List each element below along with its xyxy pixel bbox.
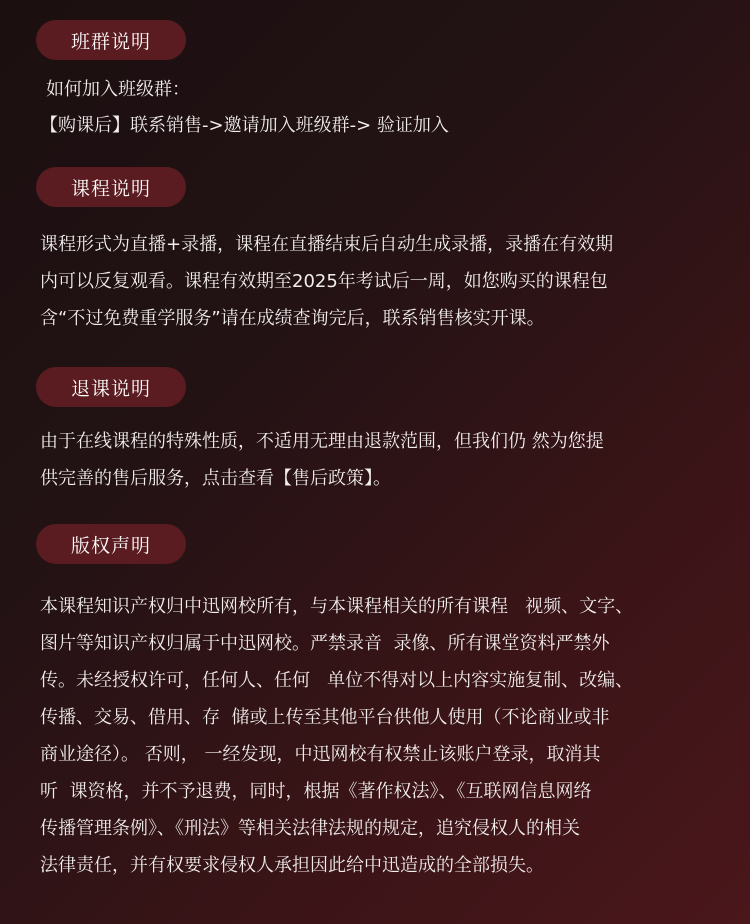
- copyright-description: [40, 588, 700, 884]
- section-title-copyright: 版权声明: [36, 524, 186, 564]
- copyright-line: 图片等知识产权归属于中迅网校。严禁录音 录像、所有课堂资料严禁外: [40, 633, 610, 654]
- copyright-line: 商业途径）。 否则， 一经发现，中迅网校有权禁止该账户登录，取消其: [40, 744, 601, 765]
- course-line: 内可以反复观看。课程有效期至2025年考试后一周，如您购买的课程包: [40, 271, 608, 292]
- refund-line: 供完善的售后服务，点击查看【售后政策】。: [40, 468, 391, 489]
- section-title-course: 课程说明: [36, 167, 186, 207]
- course-description: [40, 226, 700, 337]
- copyright-line: 本课程知识产权归中迅网校所有，与本课程相关的所有课程 视频、文字、: [40, 596, 634, 617]
- course-line: 课程形式为直播+录播，课程在直播结束后自动生成录播，录播在有效期: [40, 234, 614, 255]
- section-title-group: 班群说明: [36, 20, 186, 60]
- refund-line: 由于在线课程的特殊性质，不适用无理由退款范围，但我们仍 然为您提: [40, 431, 604, 452]
- refund-description: [40, 423, 700, 497]
- copyright-line: 传播、交易、借用、存 储或上传至其他平台供他人使用（不论商业或非: [40, 707, 610, 728]
- copyright-line: 传。未经授权许可，任何人、任何 单位不得对以上内容实施复制、改编、: [40, 670, 634, 691]
- copyright-line: 听 课资格，并不予退费，同时，根据《著作权法》、《互联网信息网络: [40, 781, 592, 802]
- course-line: 含“不过免费重学服务”请在成绩查询完后，联系销售核实开课。: [40, 308, 545, 329]
- group-steps: 【购课后】联系销售->邀请加入班级群-> 验证加入: [40, 115, 449, 136]
- copyright-line: 传播管理条例》、《刑法》等相关法律法规的规定，追究侵权人的相关: [40, 818, 580, 839]
- section-title-refund: 退课说明: [36, 367, 186, 407]
- group-question: 如何加入班级群：: [46, 79, 190, 100]
- copyright-line: 法律责任，并有权要求侵权人承担因此给中迅造成的全部损失。: [40, 855, 544, 876]
